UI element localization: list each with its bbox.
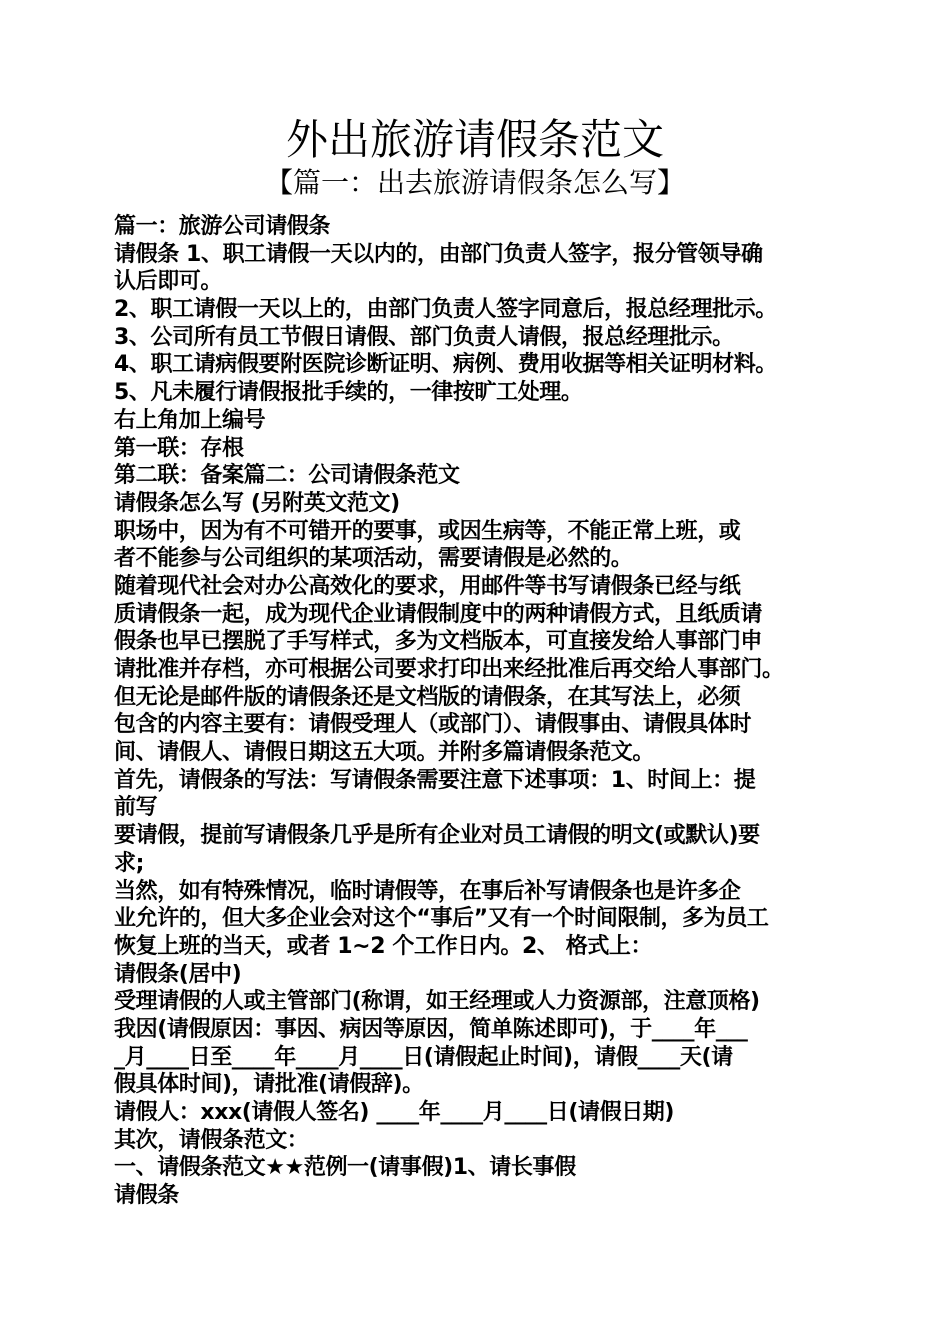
- text-line: 请批准并存档，亦可根据公司要求打印出来经批准后再交给人事部门。: [114, 657, 784, 682]
- text-line: 一、请假条范文★★范例一(请事假)1、请长事假: [114, 1155, 576, 1181]
- text-line: 4、职工请病假要附医院诊断证明、病例、费用收据等相关证明材料。: [114, 352, 777, 378]
- text-line: 第二联：备案篇二：公司请假条范文: [114, 463, 460, 489]
- text-line: 假条也早已摆脱了手写样式，多为文档版本，可直接发给人事部门申: [114, 629, 763, 655]
- text-line: 恢复上班的当天，或者 1~2 个工作日内。2、 格式上：: [114, 933, 653, 959]
- text-line: 职场中，因为有不可错开的要事，或因生病等，不能正常上班，或: [114, 518, 741, 544]
- text-line: 要请假，提前写请假条几乎是所有企业对员工请假的明文(或默认)要: [114, 823, 760, 849]
- text-line: 前写: [114, 795, 158, 821]
- text-line: 假具体时间)，请批准(请假辞)。: [114, 1072, 424, 1098]
- text-line: 请假条: [114, 1183, 179, 1209]
- text-line: 受理请假的人或主管部门(称谓，如王经理或人力资源部，注意顶格): [114, 989, 760, 1015]
- text-line: 5、凡未履行请假报批手续的，一律按旷工处理。: [114, 380, 583, 406]
- text-line: 2、职工请假一天以上的，由部门负责人签字同意后，报总经理批示。: [114, 297, 777, 323]
- text-line: 篇一：旅游公司请假条: [114, 214, 331, 239]
- text-line: 但无论是邮件版的请假条还是文档版的请假条，在其写法上，必须: [114, 684, 741, 710]
- text-line: 3、公司所有员工节假日请假、部门负责人请假，报总经理批示。: [114, 324, 734, 350]
- document-title: 外出旅游请假条范文: [285, 115, 664, 164]
- text-line: 其次，请假条范文：: [114, 1127, 309, 1153]
- text-line: 右上角加上编号: [114, 407, 266, 433]
- text-line: _月____日至____年____月____日(请假起止时间)，请假____天(请: [114, 1044, 733, 1070]
- document-subtitle: 【篇一：出去旅游请假条怎么写】: [264, 166, 685, 199]
- text-line: 请假人：xxx(请假人签名) ____年____月____日(请假日期): [114, 1100, 675, 1125]
- text-line: 者不能参与公司组织的某项活动，需要请假是必然的。: [114, 546, 633, 572]
- text-line: 请假条 1、职工请假一天以内的，由部门负责人签字，报分管领导确: [114, 241, 763, 267]
- text-line: 包含的内容主要有：请假受理人（或部门）、请假事由、请假具体时: [114, 712, 752, 738]
- text-line: 求;: [114, 850, 144, 876]
- text-line: 第一联：存根: [114, 435, 244, 461]
- text-line: 我因(请假原因：事因、病因等原因，简单陈述即可)，于____年___: [114, 1016, 748, 1042]
- text-line: 质请假条一起，成为现代企业请假制度中的两种请假方式，且纸质请: [114, 601, 763, 627]
- document-body: [114, 213, 842, 1210]
- text-line: 首先，请假条的写法：写请假条需要注意下述事项：1、时间上：提: [114, 767, 756, 793]
- text-line: 间、请假人、请假日期这五大项。并附多篇请假条范文。: [114, 740, 655, 766]
- text-line: 认后即可。: [114, 269, 223, 295]
- text-line: 当然，如有特殊情况，临时请假等，在事后补写请假条也是许多企: [114, 878, 741, 904]
- text-line: 业允许的，但大多企业会对这个“事后”又有一个时间限制，多为员工: [114, 906, 769, 932]
- text-line: 随着现代社会对办公高效化的要求，用邮件等书写请假条已经与纸: [114, 573, 741, 599]
- text-line: 请假条怎么写 (另附英文范文): [114, 490, 400, 516]
- text-line: 请假条(居中): [114, 961, 242, 987]
